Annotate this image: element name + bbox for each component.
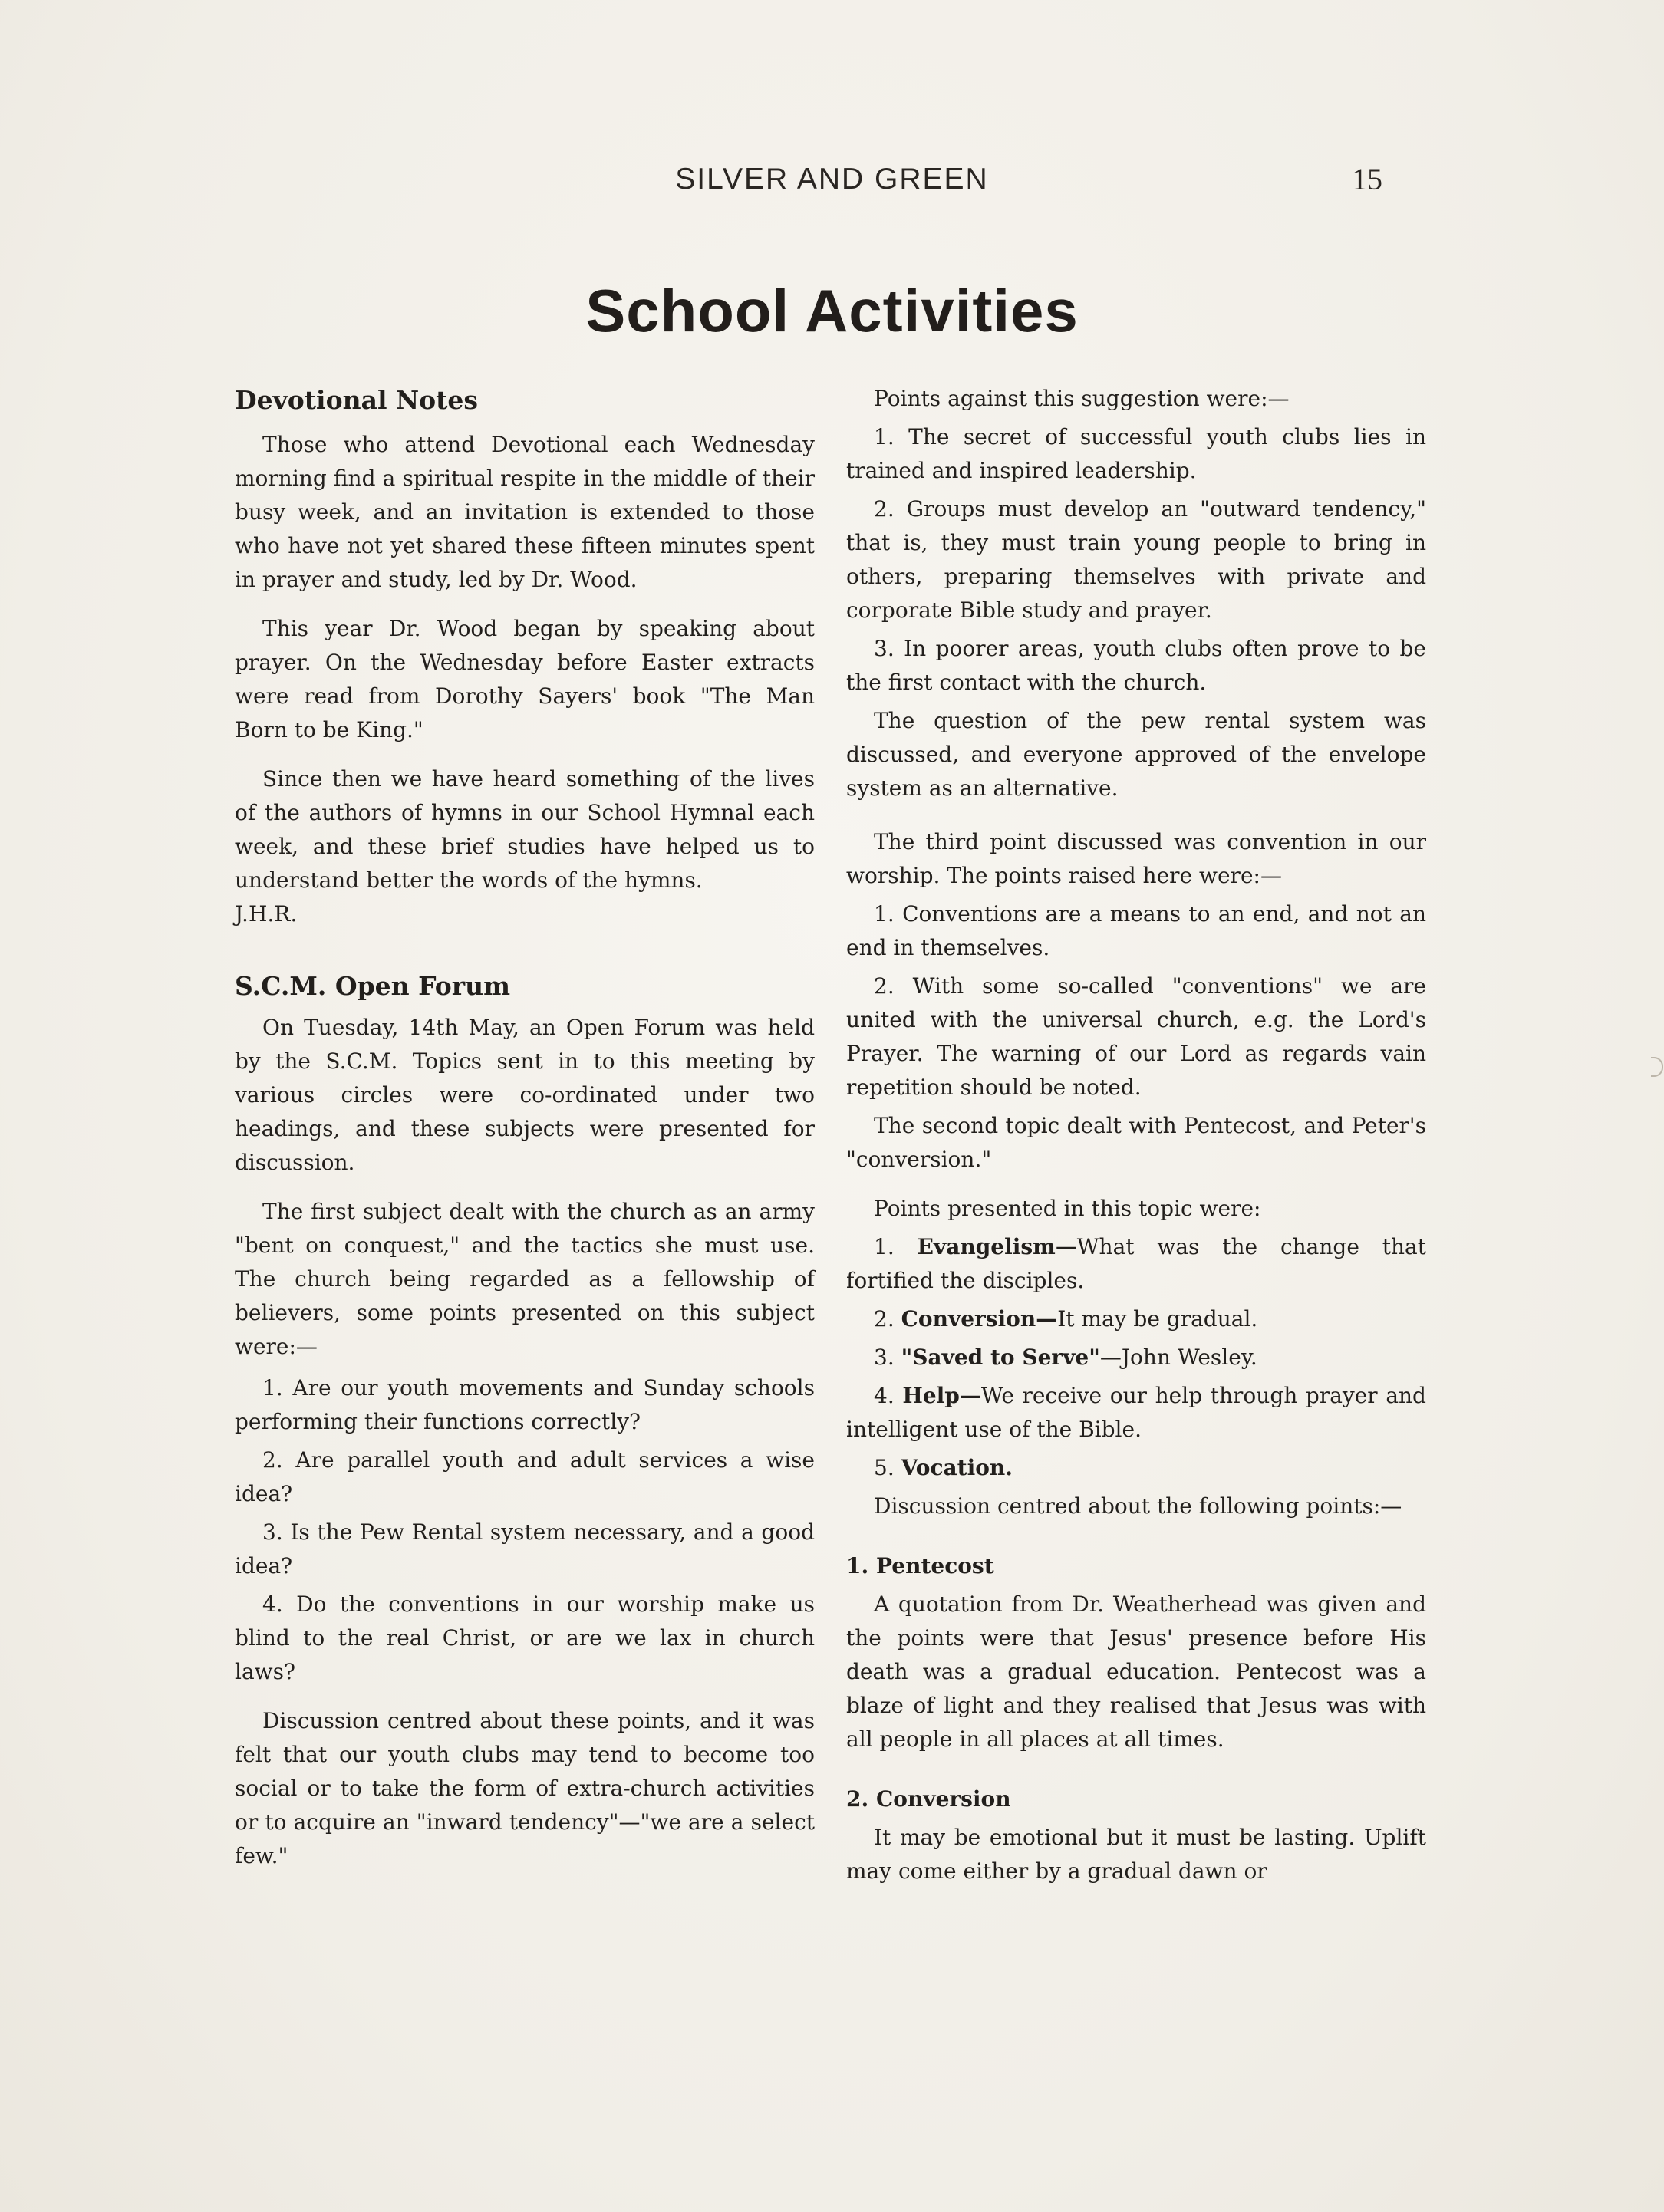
page-number: 15 xyxy=(1352,162,1382,196)
convention-point-1: 1. Conventions are a means to an end, and not an end in themselves. xyxy=(846,901,1426,960)
pew-rental-paragraph: The question of the pew rental system was discussed, and everyone approved of the envelope system as an alternative. xyxy=(846,708,1426,801)
topic-point-3-number: 3. xyxy=(874,1345,895,1370)
topic-point-2-text: It may be gradual. xyxy=(1057,1306,1258,1331)
page-title: School Activities xyxy=(585,277,1079,344)
scm-heading: S.C.M. Open Forum xyxy=(235,971,511,1001)
topic-point-1-label: Evangelism— xyxy=(917,1234,1077,1259)
topic-point-4-number: 4. xyxy=(874,1383,895,1408)
third-point-paragraph: The third point discussed was convention in our worship. The points raised here were:— xyxy=(846,829,1426,888)
conversion-paragraph: It may be emotional but it must be lasting. Uplift may come either by a gradual dawn or xyxy=(846,1825,1426,1884)
scm-question-4: 4. Do the conventions in our worship make us blind to the real Christ, or are we lax in church laws? xyxy=(235,1592,815,1684)
devotional-heading: Devotional Notes xyxy=(235,385,478,415)
running-title: SILVER AND GREEN xyxy=(675,163,989,196)
topic-point-5 xyxy=(846,1451,1426,1485)
scm-question-2: 2. Are parallel youth and adult services a wise idea? xyxy=(235,1447,815,1506)
discussion-intro: Discussion centred about the following points:— xyxy=(874,1493,1402,1519)
devotional-paragraph-2: This year Dr. Wood began by speaking about prayer. On the Wednesday before Easter extracts were read from Dorothy Sayers' book "The Man Born to be King." xyxy=(235,616,815,742)
devotional-paragraph-1: Those who attend Devotional each Wednesday morning find a spiritual respite in the middle of their busy week, and an invitation is extended to those who have not yet shared these fifteen minutes spent in prayer and study, led by Dr. Wood. xyxy=(235,432,815,592)
topic-point-1-text: What was the change that fortified the disciples. xyxy=(846,1234,1426,1293)
pentecost-heading: 1. Pentecost xyxy=(846,1553,994,1578)
topic-point-1 xyxy=(846,1230,1426,1298)
convention-point-2: 2. With some so-called "conventions" we are united with the universal church, e.g. the Lord's Prayer. The warning of our Lord as regards vain repetition should be noted. xyxy=(846,973,1426,1100)
topic-point-2-label: Conversion— xyxy=(901,1306,1058,1331)
against-intro: Points against this suggestion were:— xyxy=(874,386,1290,411)
scm-paragraph-3: Discussion centred about these points, and it was felt that our youth clubs may tend to become too social or to take the form of extra-church activities or to acquire an "inward tendency"—"we are a select few." xyxy=(235,1708,815,1868)
topic-point-4-text: We receive our help through prayer and intelligent use of the Bible. xyxy=(846,1383,1426,1442)
scm-paragraph-1: On Tuesday, 14th May, an Open Forum was held by the S.C.M. Topics sent in to this meeting by various circles were co-ordinated under two headings, and these subjects were presented for discussion. xyxy=(235,1015,815,1175)
topic-point-5-number: 5. xyxy=(874,1455,895,1480)
against-point-3: 3. In poorer areas, youth clubs often prove to be the first contact with the church. xyxy=(846,636,1426,695)
left-column xyxy=(235,383,815,1873)
topic-point-5-label: Vocation. xyxy=(901,1455,1013,1480)
topic-point-4-label: Help— xyxy=(902,1383,981,1408)
second-topic-paragraph: The second topic dealt with Pentecost, and Peter's "conversion." xyxy=(846,1113,1426,1172)
topic-point-2 xyxy=(846,1302,1426,1336)
against-point-1: 1. The secret of successful youth clubs lies in trained and inspired leadership. xyxy=(846,424,1426,483)
pentecost-paragraph: A quotation from Dr. Weatherhead was given and the points were that Jesus' presence before His death was a gradual education. Pentecost was a blaze of light and they realised that Jesus was with all people in all places at all times. xyxy=(846,1592,1426,1752)
topic-point-3-label: "Saved to Serve" xyxy=(901,1345,1100,1370)
topic-point-3-text: —John Wesley. xyxy=(1099,1345,1257,1370)
right-column xyxy=(846,382,1426,1888)
topic-point-3 xyxy=(846,1341,1426,1374)
topic-point-2-number: 2. xyxy=(874,1306,895,1331)
points-intro: Points presented in this topic were: xyxy=(874,1196,1261,1221)
against-point-2: 2. Groups must develop an "outward tendency," that is, they must train young people to bring in others, preparing themselves with private and corporate Bible study and prayer. xyxy=(846,496,1426,623)
scm-question-3: 3. Is the Pew Rental system necessary, and a good idea? xyxy=(235,1519,815,1578)
conversion-heading: 2. Conversion xyxy=(846,1786,1011,1812)
scm-paragraph-2: The first subject dealt with the church as an army "bent on conquest," and the tactics she must use. The church being regarded as a fellowship of believers, some points presented on this subject were:— xyxy=(235,1199,815,1359)
scm-question-1: 1. Are our youth movements and Sunday schools performing their functions correctly? xyxy=(235,1375,815,1434)
topic-point-1-number: 1. xyxy=(874,1234,895,1259)
topic-point-4 xyxy=(846,1379,1426,1447)
devotional-signature: J.H.R. xyxy=(235,901,298,927)
page-edge-mark xyxy=(1651,1057,1663,1077)
devotional-paragraph-3: Since then we have heard something of the lives of the authors of hymns in our School Hymnal each week, and these brief studies have helped us to understand better the words of the hymns. xyxy=(235,766,815,893)
